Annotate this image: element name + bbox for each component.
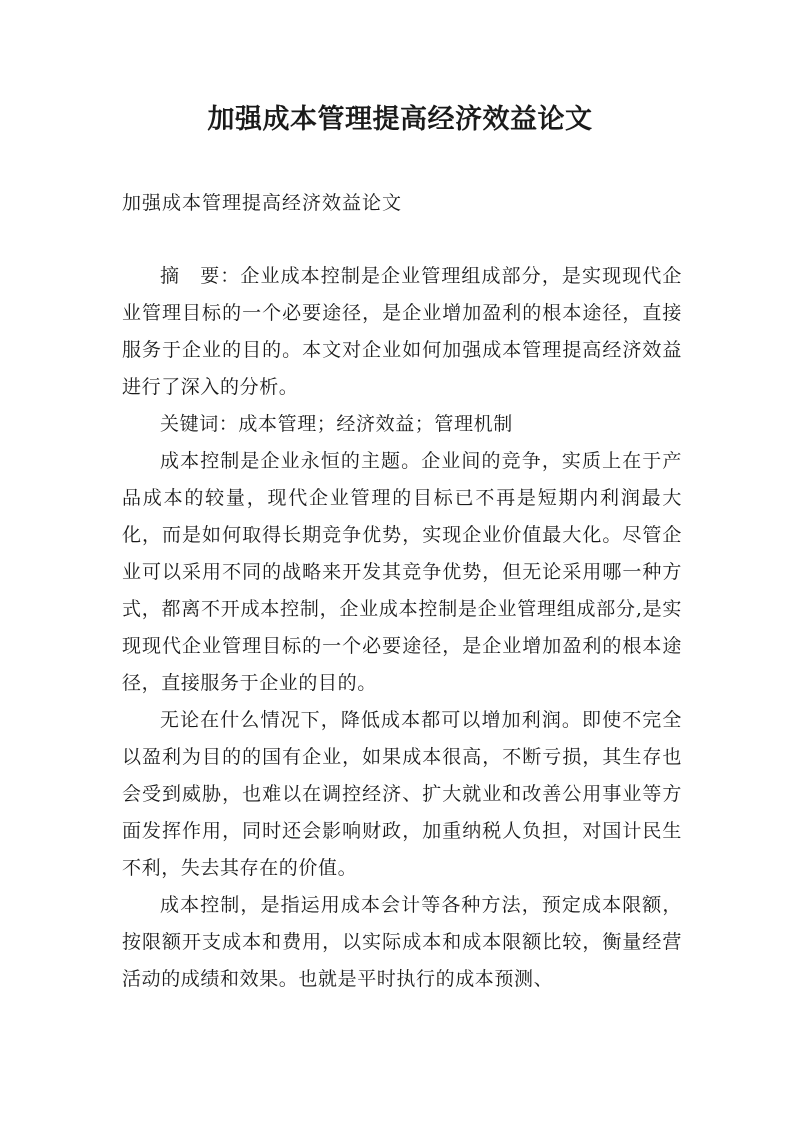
keywords-paragraph: 关键词：成本管理；经济效益；管理机制	[160, 413, 513, 435]
body-paragraph: 成本控制，是指运用成本会计等各种方法，预定成本限额，按限额开支成本和费用，以实际成本和成本限额比较，衡量经营活动的成绩和效果。也就是平时执行的成本预测、	[122, 894, 682, 990]
document-subtitle: 加强成本管理提高经济效益论文	[122, 192, 403, 214]
document-title: 加强成本管理提高经济效益论文	[207, 104, 593, 135]
body-paragraph: 无论在什么情况下，降低成本都可以增加利润。即使不完全以盈利为目的的国有企业，如果成本很高，不断亏损，其生存也会受到威胁，也难以在调控经济、扩大就业和改善公用事业等方面发挥作用，同时还会影响财政，加重纳税人负担，对国计民生不利，失去其存在的价值。	[122, 709, 682, 879]
abstract-paragraph: 摘 要：企业成本控制是企业管理组成部分，是实现现代企业管理目标的一个必要途径，是企业增加盈利的根本途径，直接服务于企业的目的。本文对企业如何加强成本管理提高经济效益进行了深入的分析。	[122, 265, 682, 398]
body-paragraph: 成本控制是企业永恒的主题。企业间的竞争，实质上在于产品成本的较量，现代企业管理的目标已不再是短期内利润最大化，而是如何取得长期竞争优势，实现企业价值最大化。尽管企业可以采用不同的战略来开发其竞争优势，但无论采用哪一种方式，都离不开成本控制，企业成本控制是企业管理组成部分,是实现现代企业管理目标的一个必要途径，是企业增加盈利的根本途径，直接服务于企业的目的。	[122, 450, 682, 694]
document-body	[122, 258, 682, 998]
